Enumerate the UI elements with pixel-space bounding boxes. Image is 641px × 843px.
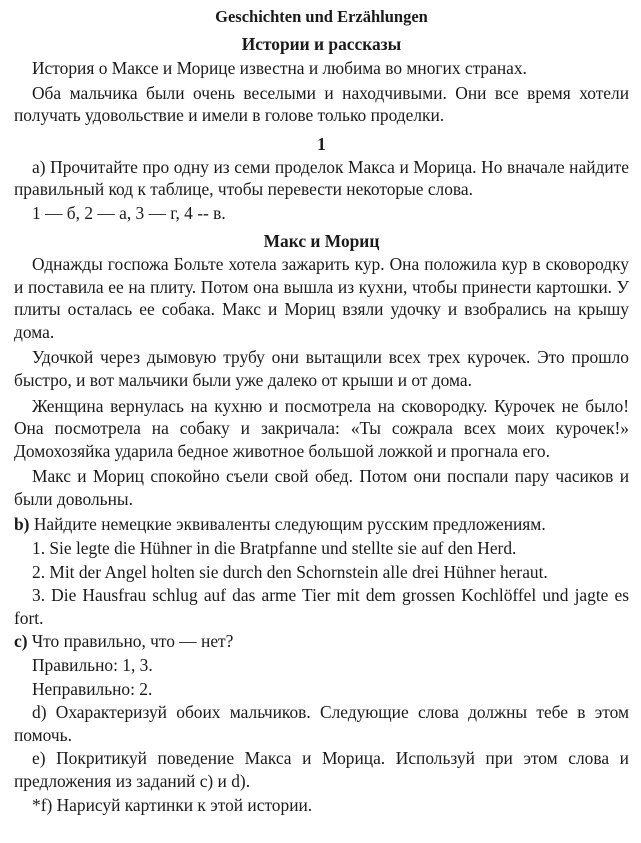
task-b-text: Найдите немецкие эквиваленты следующим русским предложениям.: [33, 514, 546, 535]
story-title: Макс и Мориц: [263, 231, 380, 252]
task-c-letter: c): [14, 631, 28, 652]
task-a-key: 1 — б, 2 — а, 3 — г, 4 -- в.: [32, 202, 226, 223]
intro-paragraph-1: История о Максе и Морице известна и любима во многих странах.: [32, 58, 527, 79]
exercise-number: 1: [317, 133, 326, 154]
title-german: Geschichten und Erzählungen: [215, 7, 428, 26]
story-paragraph-3: Женщина вернулась на кухню и посмотрела на сковородку. Курочек не было! Она посмотрела на собаку и закричала: «Ты сожрала всех моих курочек!» Домохозяйка ударила бедное животное большой ложкой и прогнала его.: [14, 395, 629, 461]
task-b-heading: [14, 513, 629, 536]
task-f: *f) Нарисуй картинки к этой истории.: [32, 794, 313, 815]
task-c-correct: Правильно: 1, 3.: [32, 655, 153, 676]
title-russian: Истории и рассказы: [241, 33, 402, 54]
task-c-text: Что правильно, что — нет?: [31, 631, 234, 652]
intro-paragraph-2: Оба мальчика были очень веселыми и находчивыми. Они все время хотели получать удовольствие и имели в голове только проделки.: [14, 82, 629, 126]
task-d: d) Охарактеризуй обоих мальчиков. Следующие слова должны тебе в этом помочь.: [14, 702, 629, 745]
story-paragraph-2: Удочкой через дымовую трубу они вытащили всех трех курочек. Это прошло быстро, и вот мальчики были уже далеко от крыши и от дома.: [14, 347, 629, 390]
task-c-incorrect: Неправильно: 2.: [32, 678, 153, 699]
task-b-letter: b): [14, 514, 30, 535]
task-b-item-2: 2. Mit der Angel holten sie durch den Schornstein alle drei Hühner heraut.: [32, 561, 548, 582]
task-b-item-3: 3. Die Hausfrau schlug auf das arme Tier mit dem grossen Kochlöffel und jagte es fort.: [14, 585, 629, 628]
task-e: e) Покритикуй поведение Макса и Морица. Используй при этом слова и предложения из заданий c) и d).: [14, 748, 629, 791]
story-paragraph-4: Макс и Мориц спокойно съели свой обед. Потом они поспали пару часиков и были довольны.: [14, 466, 629, 509]
task-b-item-1: 1. Sie legte die Hühner in die Bratpfanne und stellte sie auf den Herd.: [32, 538, 517, 559]
task-c-heading: [14, 630, 629, 653]
story-paragraph-1: Однажды госпожа Больте хотела зажарить кур. Она положила кур в сковородку и поставила ее на плиту. Потом она вышла из кухни, чтобы принести картошки. У плиты осталась ее собака. Макс и Мориц взяли удочку и взобрались на крышу дома.: [14, 253, 629, 342]
task-a-text: а) Прочитайте про одну из семи проделок Макса и Морица. Но вначале найдите правильный код к таблице, чтобы перевести некоторые слова.: [14, 156, 629, 200]
